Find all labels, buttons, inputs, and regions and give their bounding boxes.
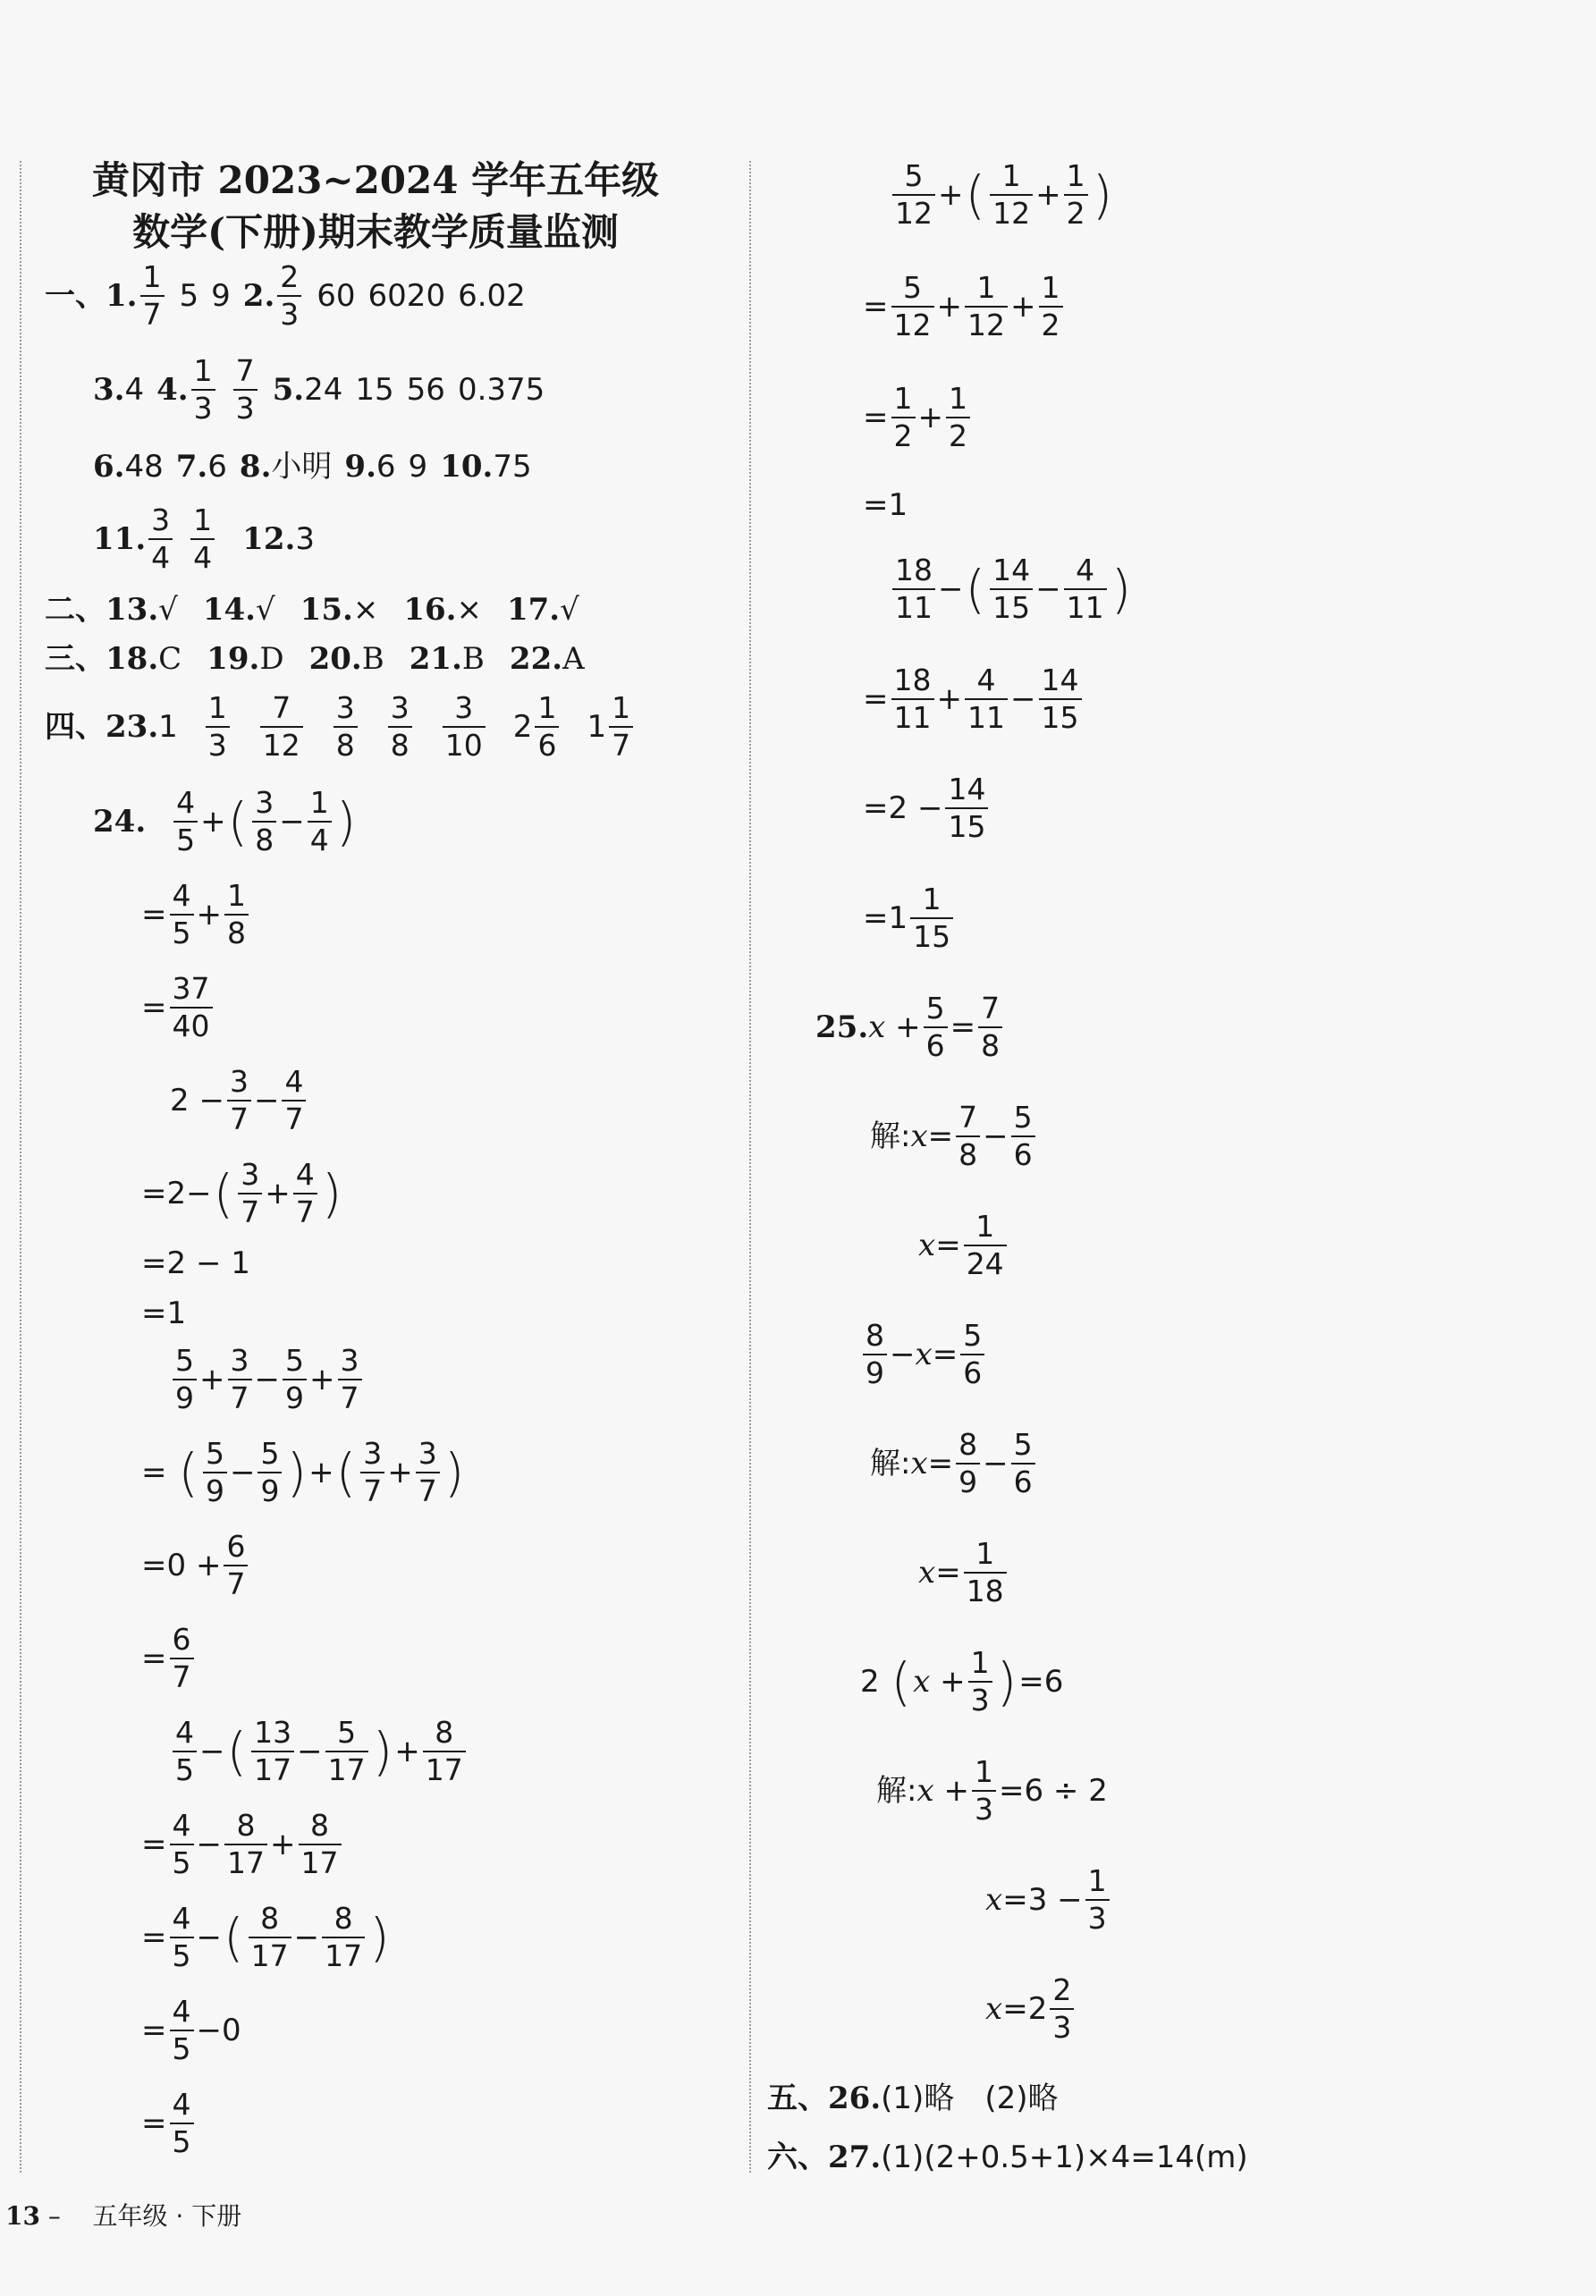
column-divider-middle: [749, 161, 751, 2173]
section-label-five: 五、: [767, 2081, 828, 2116]
question-number: 15.: [300, 592, 353, 628]
answer-value: ×: [456, 592, 482, 628]
fraction: $\frac{4}{11}$: [1064, 553, 1107, 626]
answer-value: ×: [352, 592, 379, 628]
section-label-six: 六、: [767, 2140, 828, 2175]
fraction: $\frac{4}{5}$: [170, 1808, 194, 1881]
question-number: 9.: [344, 449, 376, 485]
fraction: $\frac{5}{6}$: [960, 1318, 984, 1391]
fraction: $\frac{4}{11}$: [965, 663, 1008, 736]
fraction: $\frac{1}{6}$: [535, 690, 559, 764]
calc-24-4-step: = $\frac{4}{5}$ − $\frac{8}{17}$ + $\frac{8}{17}$: [141, 1808, 344, 1881]
page-footer: [5, 2197, 241, 2233]
answer-value: A: [562, 641, 585, 677]
fraction: $\frac{2}{3}$: [277, 259, 301, 333]
page-number: 13: [5, 2201, 40, 2231]
answer-value: 3: [295, 521, 315, 557]
answer-value: 5: [179, 278, 199, 314]
answer-value: √: [255, 592, 275, 628]
fraction: $\frac{1}{15}$: [910, 882, 953, 955]
fraction: $\frac{7}{8}$: [956, 1100, 980, 1173]
answer-value: √: [560, 592, 579, 628]
footer-dash: –: [47, 2201, 61, 2231]
section-label-one: 一、: [45, 278, 106, 314]
question-number: 12.: [242, 521, 296, 557]
fraction: $\frac{4}{5}$: [170, 878, 194, 951]
fraction: $\frac{18}{11}$: [891, 663, 934, 736]
section-label-three: 三、: [45, 641, 106, 677]
fraction: $\frac{3}{8}$: [388, 690, 412, 764]
fraction: $\frac{4}{7}$: [282, 1064, 306, 1137]
fraction: $\frac{1}{3}$: [972, 1754, 996, 1828]
answer-value: 56: [406, 372, 445, 408]
question-number: 26.: [828, 2081, 882, 2116]
calc-24-2-step: = 2 − ( $\frac{3}{7}$ + $\frac{4}{7}$ ): [141, 1157, 342, 1229]
answer-value: 6.02: [458, 278, 526, 314]
answer-line-section-five: [767, 2083, 1058, 2114]
fraction: $\frac{5}{12}$: [891, 270, 934, 343]
fraction: $\frac{8}{17}$: [249, 1901, 291, 1974]
fraction: $\frac{14}{15}$: [990, 553, 1033, 626]
answer-value: 24: [304, 372, 343, 408]
mixed-number-whole: 1: [587, 709, 607, 745]
equation-25-1-result: x = $\frac{1}{24}$: [918, 1209, 1009, 1282]
question-number: 20.: [308, 641, 362, 677]
fraction: $\frac{4}{5}$: [170, 1994, 194, 2067]
calc-24-5-step: = $\frac{5}{12}$ + $\frac{1}{12}$ + $\frac{1}{2}$: [863, 270, 1066, 343]
answer-line-q6-q10: [93, 449, 532, 485]
fraction: $\frac{7}{3}$: [233, 353, 258, 426]
question-number: 10.: [440, 449, 494, 485]
answer-line-q23: [45, 690, 636, 764]
calc-24-4-step2: = $\frac{4}{5}$ − ( $\frac{8}{17}$ − $\frac{8}{17}$ ): [141, 1901, 390, 1973]
fraction: $\frac{7}{8}$: [978, 991, 1002, 1064]
fraction: $\frac{8}{9}$: [863, 1318, 887, 1391]
fraction: $\frac{1}{4}$: [190, 502, 215, 576]
equation-25-3-result: x = 2 $\frac{2}{3}$: [985, 1972, 1077, 2046]
question-number: 19.: [207, 641, 260, 677]
answer-value: (1)(2+0.5+1)×4=14(m): [881, 2140, 1248, 2175]
answer-line-q3-q5: [93, 353, 545, 426]
calc-24-2-result: = 1: [141, 1296, 187, 1331]
fraction: $\frac{3}{7}$: [416, 1436, 440, 1509]
fraction: $\frac{4}{5}$: [170, 2087, 194, 2160]
calc-24-4: $\frac{4}{5}$ − ( $\frac{13}{17}$ − $\frac{5}{17}$ ) + $\frac{8}{17}$: [170, 1715, 469, 1788]
question-number: 1.: [106, 278, 138, 314]
fraction: $\frac{1}{8}$: [224, 878, 249, 951]
answer-value: √: [158, 592, 178, 628]
fraction: $\frac{3}{7}$: [238, 1157, 262, 1230]
answer-value: 6: [376, 449, 396, 485]
question-number: 13.: [106, 592, 159, 628]
calc-24-5: $\frac{5}{12}$ + ( $\frac{1}{12}$ + $\frac{1}{2}$ ): [890, 158, 1114, 232]
answer-value: 60: [317, 278, 356, 314]
fraction: $\frac{3}{7}$: [338, 1343, 362, 1416]
fraction: $\frac{1}{3}$: [206, 690, 230, 764]
fraction: $\frac{4}{5}$: [170, 1901, 194, 1974]
calc-24-5-result: = 1: [863, 487, 908, 523]
question-number: 14.: [202, 592, 256, 628]
equation-25-1-solve: 解: x = $\frac{7}{8}$ − $\frac{5}{6}$: [870, 1100, 1038, 1173]
fraction: $\frac{4}{5}$: [173, 785, 198, 858]
question-number: 21.: [409, 641, 462, 677]
answer-line-section-three: [45, 641, 585, 677]
fraction: $\frac{14}{15}$: [1039, 663, 1082, 736]
fraction: $\frac{1}{12}$: [965, 270, 1008, 343]
answer-value: C: [158, 641, 182, 677]
fraction: $\frac{3}{7}$: [228, 1343, 252, 1416]
question-number: 3.: [93, 372, 125, 408]
fraction: $\frac{1}{7}$: [140, 259, 165, 333]
answer-line-section-two: [45, 592, 579, 628]
fraction: $\frac{37}{40}$: [170, 971, 213, 1044]
title-line-1: 黄冈市 2023~2024 学年五年级: [91, 158, 660, 202]
fraction: $\frac{3}{7}$: [360, 1436, 384, 1509]
answer-value: 9: [211, 278, 231, 314]
equation-25-2-result: x = $\frac{1}{18}$: [918, 1536, 1009, 1609]
equation-25-2: $\frac{8}{9}$ − x = $\frac{5}{6}$: [860, 1318, 987, 1391]
calc-24-3: $\frac{5}{9}$ + $\frac{3}{7}$ − $\frac{5}{9}$ + $\frac{3}{7}$: [170, 1343, 365, 1416]
calc-24-1-step: = $\frac{4}{5}$ + $\frac{1}{8}$: [141, 878, 251, 951]
fraction: $\frac{1}{3}$: [968, 1645, 992, 1718]
section-label-two: 二、: [45, 592, 106, 628]
fraction: $\frac{2}{3}$: [1050, 1972, 1074, 2046]
question-number: 6.: [93, 449, 125, 485]
calc-24-1: 24. $\frac{4}{5}$ + ( $\frac{3}{8}$ − $\frac{1}{4}$ ): [93, 785, 357, 857]
fraction: $\frac{5}{6}$: [1011, 1427, 1035, 1500]
calc-24-6-result: = 1 $\frac{1}{15}$: [863, 882, 956, 955]
title-line-2: 数学(下册)期末教学质量监测: [132, 210, 619, 254]
answer-value: (1)略 (2)略: [881, 2081, 1059, 2116]
fraction: $\frac{8}{17}$: [322, 1901, 365, 1974]
calc-24-2-step2: = 2 − 1: [141, 1245, 250, 1281]
question-number: 8.: [239, 449, 272, 485]
fraction: $\frac{5}{6}$: [1011, 1100, 1035, 1173]
fraction: $\frac{1}{2}$: [1064, 158, 1088, 232]
fraction: $\frac{1}{18}$: [964, 1536, 1007, 1609]
calc-24-5-step2: = $\frac{1}{2}$ + $\frac{1}{2}$: [863, 381, 973, 454]
question-number: 5.: [272, 372, 305, 408]
answer-line-section-six: [767, 2142, 1248, 2173]
question-number: 24.: [93, 804, 147, 840]
fraction: $\frac{3}{10}$: [443, 690, 486, 764]
question-number: 7.: [175, 449, 208, 485]
question-number: 22.: [509, 641, 563, 677]
answer-value: 9: [408, 449, 428, 485]
fraction: $\frac{3}{8}$: [334, 690, 358, 764]
question-number: 2.: [242, 278, 275, 314]
fraction: $\frac{13}{17}$: [251, 1715, 294, 1788]
calc-24-6-step: = $\frac{18}{11}$ + $\frac{4}{11}$ − $\frac{14}{15}$: [863, 663, 1085, 736]
answer-value: 15: [355, 372, 394, 408]
fraction: $\frac{18}{11}$: [892, 553, 935, 626]
calc-24-3-result: = $\frac{6}{7}$: [141, 1622, 197, 1695]
fraction: $\frac{7}{12}$: [260, 690, 303, 764]
calc-24-6-step2: = 2 − $\frac{14}{15}$: [863, 772, 991, 845]
answer-value: 4: [124, 372, 145, 408]
footer-text: 五年级 · 下册: [92, 2201, 242, 2231]
answer-value: 6020: [367, 278, 446, 314]
question-number: 16.: [403, 592, 457, 628]
column-divider-left: [20, 161, 21, 2173]
answer-value: 1: [158, 709, 178, 745]
fraction: $\frac{5}{17}$: [325, 1715, 368, 1788]
question-number: 11.: [93, 521, 147, 557]
question-number: 17.: [506, 592, 561, 628]
fraction: $\frac{5}{12}$: [892, 158, 935, 232]
equation-25-3: 2 ( x + $\frac{1}{3}$ ) = 6: [860, 1645, 1064, 1718]
fraction: $\frac{5}{9}$: [203, 1436, 227, 1509]
question-number: 18.: [106, 641, 159, 677]
fraction: $\frac{1}{24}$: [964, 1209, 1007, 1282]
fraction: $\frac{1}{3}$: [191, 353, 215, 426]
fraction: $\frac{5}{6}$: [924, 991, 948, 1064]
calc-24-2: 2 − $\frac{3}{7}$ − $\frac{4}{7}$: [170, 1064, 308, 1137]
fraction: $\frac{8}{9}$: [956, 1427, 980, 1500]
fraction: $\frac{5}{9}$: [258, 1436, 282, 1509]
question-number: 23.: [106, 709, 159, 745]
fraction: $\frac{5}{9}$: [283, 1343, 307, 1416]
fraction: $\frac{4}{7}$: [293, 1157, 317, 1230]
fraction: $\frac{5}{9}$: [173, 1343, 197, 1416]
calc-24-4-result: = $\frac{4}{5}$: [141, 2087, 197, 2160]
fraction: $\frac{8}{17}$: [299, 1808, 342, 1881]
fraction: $\frac{1}{2}$: [946, 381, 970, 454]
fraction: $\frac{3}{8}$: [252, 785, 276, 858]
answer-value: 小明: [271, 449, 333, 485]
fraction: $\frac{8}{17}$: [224, 1808, 267, 1881]
fraction: $\frac{1}{3}$: [1085, 1863, 1110, 1937]
section-label-four: 四、: [45, 709, 106, 745]
calc-24-6: $\frac{18}{11}$ − ( $\frac{14}{15}$ − $\frac{4}{11}$ ): [890, 553, 1133, 626]
answer-value: 48: [124, 449, 164, 485]
fraction: $\frac{14}{15}$: [945, 772, 988, 845]
fraction: $\frac{8}{17}$: [423, 1715, 466, 1788]
fraction: $\frac{1}{7}$: [609, 690, 633, 764]
fraction: $\frac{4}{5}$: [173, 1715, 197, 1788]
question-number: 27.: [828, 2140, 882, 2175]
calc-24-1-result: = $\frac{37}{40}$: [141, 971, 215, 1044]
answer-line-q1-q2: [45, 259, 526, 333]
mixed-number-whole: 2: [512, 709, 533, 745]
question-number: 4.: [156, 372, 189, 408]
answer-value: B: [461, 641, 485, 677]
answer-value: B: [361, 641, 384, 677]
calc-24-3-step: = ( $\frac{5}{9}$ − $\frac{5}{9}$ ) + ( $\frac{3}{7}$ + $\frac{3}{7}$ ): [141, 1436, 465, 1508]
calc-24-4-step3: = $\frac{4}{5}$ − 0: [141, 1994, 241, 2066]
fraction: $\frac{1}{2}$: [891, 381, 916, 454]
fraction: $\frac{6}{7}$: [170, 1622, 194, 1695]
answer-value: D: [259, 641, 284, 677]
fraction: $\frac{1}{4}$: [308, 785, 332, 858]
equation-25-3-step: x = 3 − $\frac{1}{3}$: [985, 1863, 1112, 1937]
fraction: $\frac{6}{7}$: [224, 1529, 248, 1602]
equation-25-3-solve: 解: x + $\frac{1}{3}$ = 6 ÷ 2: [876, 1754, 1108, 1827]
fraction: $\frac{3}{7}$: [227, 1064, 251, 1137]
fraction: $\frac{1}{2}$: [1039, 270, 1063, 343]
equation-25-2-solve: 解: x = $\frac{8}{9}$ − $\frac{5}{6}$: [870, 1427, 1038, 1500]
equation-25-1: 25. x + $\frac{5}{6}$ = $\frac{7}{8}$: [815, 991, 1005, 1064]
answer-value: 6: [207, 449, 227, 485]
answer-line-q11-q12: [93, 502, 315, 576]
calc-24-3-step2: = 0 + $\frac{6}{7}$: [141, 1529, 250, 1602]
fraction: $\frac{1}{12}$: [990, 158, 1033, 232]
answer-value: 75: [493, 449, 532, 485]
answer-value: 0.375: [457, 372, 545, 408]
question-number: 25.: [815, 1009, 869, 1045]
fraction: $\frac{3}{4}$: [148, 502, 173, 576]
